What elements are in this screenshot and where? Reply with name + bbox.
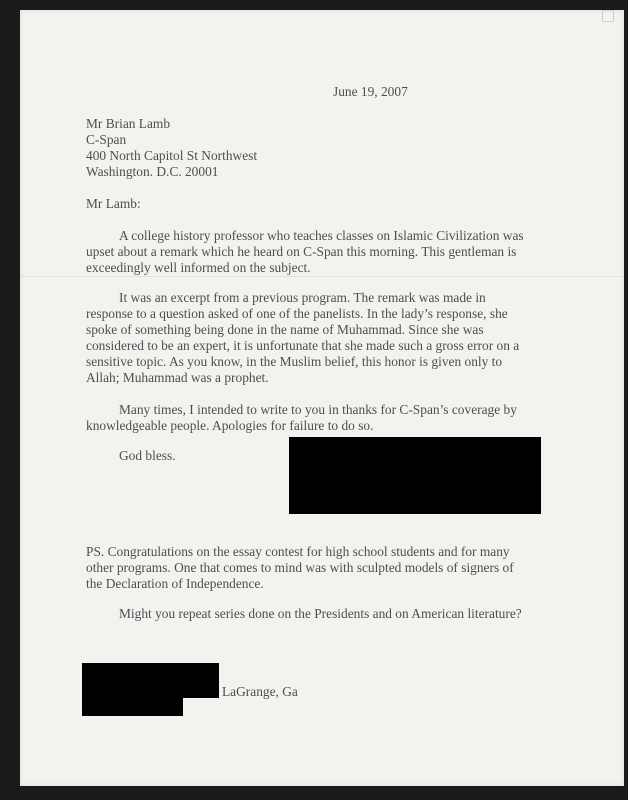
postscript-line: the Declaration of Independence. <box>86 576 264 591</box>
paragraph-line: upset about a remark which he heard on C-Span this morning. This gentleman is <box>86 244 517 259</box>
paragraph-line: response to a question asked of one of the panelists. In the lady’s response, she <box>86 306 508 321</box>
signature-redaction <box>289 437 541 514</box>
paragraph-line: A college history professor who teaches classes on Islamic Civilization was <box>119 228 524 243</box>
paragraph-line: considered to be an expert, it is unfortunate that she made such a gross error on a <box>86 338 520 353</box>
recipient-address <box>86 116 257 180</box>
recipient-line: 400 North Capitol St Northwest <box>86 148 258 163</box>
letter-date: June 19, 2007 <box>333 84 408 99</box>
paragraph-line: Many times, I intended to write to you in thanks for C-Span’s coverage by <box>119 402 517 417</box>
postscript-question: Might you repeat series done on the Presidents and on American literature? <box>119 606 522 621</box>
postscript <box>86 544 514 592</box>
fold-line <box>20 276 624 277</box>
name-redaction <box>82 663 219 698</box>
paragraph-line: spoke of something being done in the name of Muhammad. Since she was <box>86 322 484 337</box>
paragraph-2 <box>86 290 519 386</box>
paragraph-line: Allah; Muhammad was a prophet. <box>86 370 269 385</box>
postscript-line: PS. Congratulations on the essay contest for high school students and for many <box>86 544 510 559</box>
paragraph-line: sensitive topic. As you know, in the Muslim belief, this honor is given only to <box>86 354 503 369</box>
paragraph-line: knowledgeable people. Apologies for failure to do so. <box>86 418 374 433</box>
recipient-line: Mr Brian Lamb <box>86 116 171 131</box>
sender-location: LaGrange, Ga <box>222 684 298 699</box>
salutation: Mr Lamb: <box>86 196 141 211</box>
corner-mark <box>602 10 614 22</box>
recipient-line: C-Span <box>86 132 127 147</box>
closing: God bless. <box>119 448 176 463</box>
paragraph-line: exceedingly well informed on the subject. <box>86 260 311 275</box>
paragraph-line: It was an excerpt from a previous program. The remark was made in <box>119 290 486 305</box>
paragraph-3 <box>86 402 517 434</box>
recipient-line: Washington. D.C. 20001 <box>86 164 219 179</box>
postscript-line: other programs. One that comes to mind was with sculpted models of signers of <box>86 560 514 575</box>
name-redaction <box>82 694 183 716</box>
paragraph-1 <box>86 228 524 276</box>
